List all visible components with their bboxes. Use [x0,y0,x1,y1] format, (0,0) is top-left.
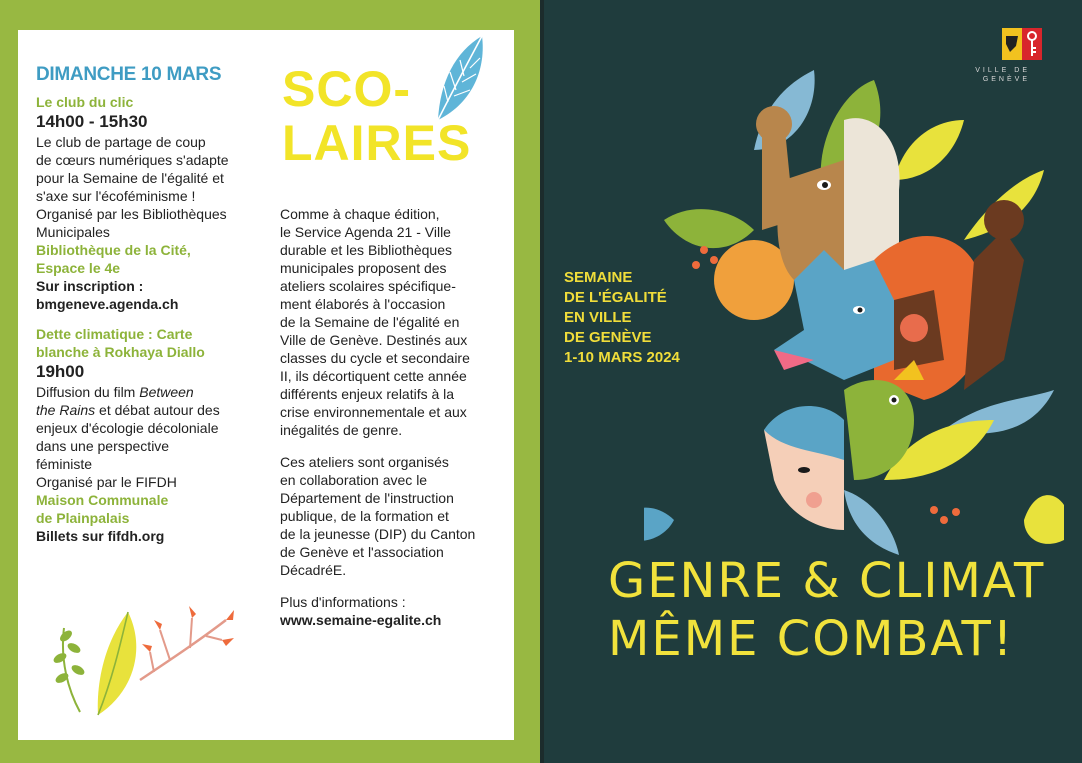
venue-line: Bibliothèque de la Cité, [36,242,191,258]
leaf-illustration [430,32,490,124]
text-line: Comme à chaque édition, [280,206,440,222]
logo-text-line: VILLE DE [975,67,1030,74]
text-line: municipales proposent des [280,260,447,276]
text-line: Département de l'instruction [280,490,454,506]
geneve-logo [1002,24,1046,64]
program-column-left [36,64,266,545]
text-span: Diffusion du film [36,384,140,400]
text-line: pour la Semaine de l'égalité et [36,170,224,186]
text-line: DécadréE. [280,562,347,578]
organizer-line: Organisé par les Bibliothèques [36,206,227,222]
text-line: de Genève et l'association [280,544,444,560]
event-time: 19h00 [36,362,85,381]
day-heading: DIMANCHE 10 MARS [36,64,222,85]
website-link[interactable]: www.semaine-egalite.ch [280,612,442,628]
caption-line: 1-10 MARS 2024 [564,349,680,366]
text-line: classes du cycle et secondaire [280,350,470,366]
text-line: de la Semaine de l'égalité en [280,314,460,330]
text-line: ateliers scolaires spécifique- [280,278,456,294]
collaboration-paragraph [280,453,508,579]
text-line: dans une perspective [36,438,170,454]
text-span: et débat autour des [95,402,220,418]
venue-line: Maison Communale [36,492,169,508]
text-line: en collaboration avec le [280,472,428,488]
text-line: différents enjeux relatifs à la [280,386,455,402]
event-description [36,383,266,491]
branch-illustration [50,600,240,720]
text-line: le Service Agenda 21 - Ville [280,224,451,240]
event-description [36,133,266,241]
registration-link[interactable]: bmgeneve.agenda.ch [36,296,179,312]
text-line: féministe [36,456,93,472]
event-venue [36,491,266,527]
text-line: de la jeunesse (DIP) du Canton [280,526,476,542]
headline-line: MÊME COMBAT! [608,611,1015,667]
text-line: Ville de Genève. Destinés aux [280,332,468,348]
cover-headline [608,552,1045,668]
film-title: the Rains [36,402,96,418]
text-line: ment élaborés à l'occasion [280,296,446,312]
title-line: LAIRES [282,115,472,171]
venue-line: de Plainpalais [36,510,130,526]
tickets-link[interactable]: Billets sur fifdh.org [36,528,165,544]
text-line: de cœurs numériques s'adapte [36,152,229,168]
cover-illustration [644,60,1064,560]
caption-line: DE L'ÉGALITÉ [564,289,667,306]
film-title: Between [139,384,194,400]
caption-line: DE GENÈVE [564,329,652,346]
caption-line: SEMAINE [564,269,633,286]
text-line: crise environnementale et aux [280,404,467,420]
title-line: Dette climatique : Carte [36,326,193,342]
logo-text-line: GENÈVE [982,76,1030,83]
organizer-line: Municipales [36,224,110,240]
text-line: s'axe sur l'écoféminisme ! [36,188,196,204]
event-title [36,325,266,361]
front-cover [544,0,1082,763]
event-time: 14h00 - 15h30 [36,112,148,131]
registration-label: Sur inscription : [36,278,144,294]
organizer-line: Organisé par le FIFDH [36,474,177,490]
more-info-label: Plus d'informations : [280,594,406,610]
intro-paragraph [280,205,508,439]
text-line: enjeux d'écologie décoloniale [36,420,219,436]
text-line: inégalités de genre. [280,422,403,438]
title-line: blanche à Rokhaya Diallo [36,344,205,360]
venue-line: Espace le 4e [36,260,121,276]
text-line: durable et les Bibliothèques [280,242,453,258]
program-column-right [280,205,508,629]
text-line: Ces ateliers sont organisés [280,454,449,470]
event-title: Le club du clic [36,94,134,110]
text-line: II, ils décortiquent cette année [280,368,467,384]
event-venue [36,241,266,277]
text-line: publique, de la formation et [280,508,449,524]
title-line: SCO- [282,61,411,117]
event-caption [564,268,680,368]
text-line: Le club de partage de coup [36,134,206,150]
headline-line: GENRE & CLIMAT [608,553,1046,609]
caption-line: EN VILLE [564,309,632,326]
